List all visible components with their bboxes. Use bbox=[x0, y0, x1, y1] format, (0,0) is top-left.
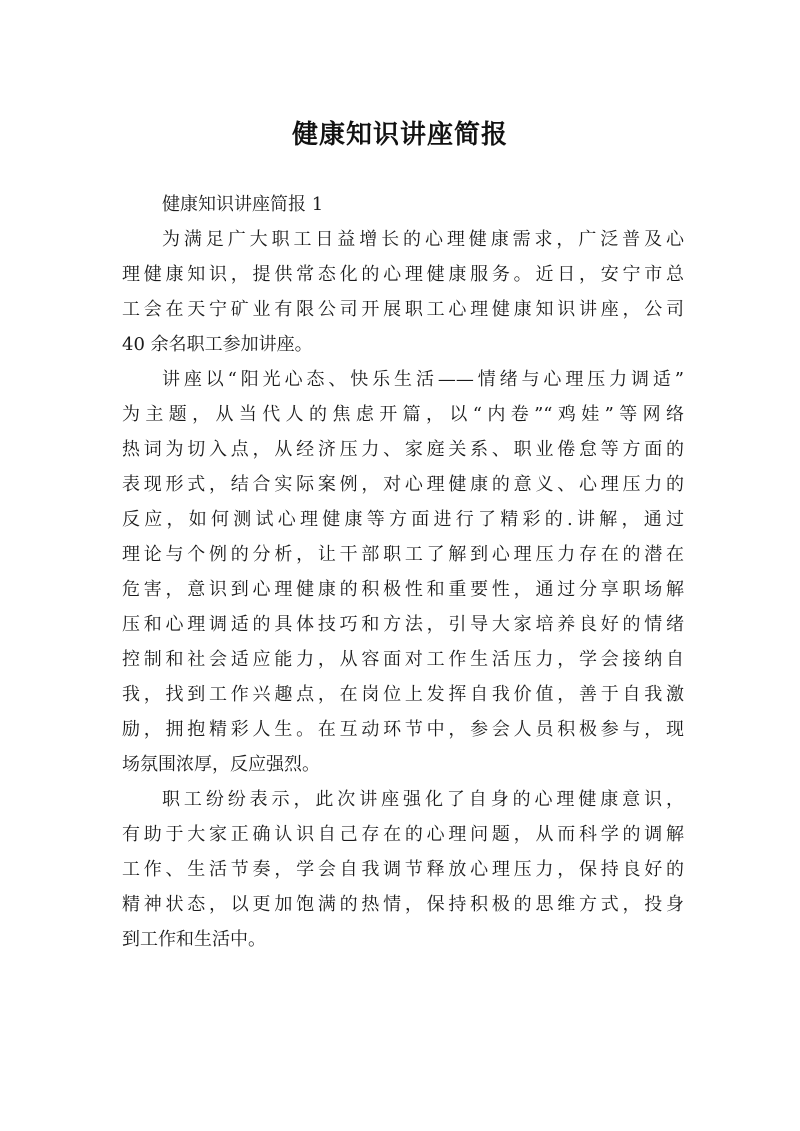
text-line: 工会在天宁矿业有限公司开展职工心理健康知识讲座，公司 bbox=[122, 299, 684, 320]
text-line: 危害，意识到心理健康的积极性和重要性，通过分享职场解 bbox=[122, 579, 684, 600]
text-line: 反应，如何测试心理健康等方面进行了精彩的.讲解，通过 bbox=[122, 509, 684, 530]
paragraph-2 bbox=[122, 362, 684, 782]
text-line: 40 余名职工参加讲座。 bbox=[122, 334, 313, 355]
text-line: 工作、生活节奏，学会自我调节释放心理压力，保持良好的 bbox=[122, 859, 684, 880]
text-line: 励，拥抱精彩人生。在互动环节中，参会人员积极参与，现 bbox=[122, 719, 684, 740]
text-line: 精神状态，以更加饱满的热情，保持积极的思维方式，投身 bbox=[122, 894, 684, 915]
text-line: 场氛围浓厚，反应强烈。 bbox=[122, 754, 320, 775]
text-line: 控制和社会适应能力，从容面对工作生活压力，学会接纳自 bbox=[122, 649, 684, 670]
paragraph-1 bbox=[122, 222, 684, 362]
text-line: 职工纷纷表示，此次讲座强化了自身的心理健康意识， bbox=[162, 789, 684, 810]
text-line: 为满足广大职工日益增长的心理健康需求，广泛普及心 bbox=[162, 229, 684, 250]
text-line: 到工作和生活中。 bbox=[122, 929, 266, 950]
text-line: 有助于大家正确认识自己存在的心理问题，从而科学的调解 bbox=[122, 824, 684, 845]
text-line: 讲座以“阳光心态、快乐生活——情绪与心理压力调适” bbox=[162, 369, 684, 390]
text-line: 热词为切入点，从经济压力、家庭关系、职业倦怠等方面的 bbox=[122, 439, 684, 460]
section-heading: 健康知识讲座简报 1 bbox=[162, 194, 324, 215]
text-line: 我，找到工作兴趣点，在岗位上发挥自我价值，善于自我激 bbox=[122, 684, 684, 705]
paragraph-3 bbox=[122, 782, 684, 957]
text-line: 压和心理调适的具体技巧和方法，引导大家培养良好的情绪 bbox=[122, 614, 684, 635]
text-line: 理健康知识，提供常态化的心理健康服务。近日，安宁市总 bbox=[122, 264, 684, 285]
text-line: 表现形式，结合实际案例，对心理健康的意义、心理压力的 bbox=[122, 474, 684, 495]
document-title: 健康知识讲座简报 bbox=[291, 120, 508, 151]
document-body bbox=[122, 187, 684, 957]
text-line: 为主题，从当代人的焦虑开篇，以“内卷”“鸡娃”等网络 bbox=[122, 404, 684, 425]
text-line: 理论与个例的分析，让干部职工了解到心理压力存在的潜在 bbox=[122, 544, 684, 565]
